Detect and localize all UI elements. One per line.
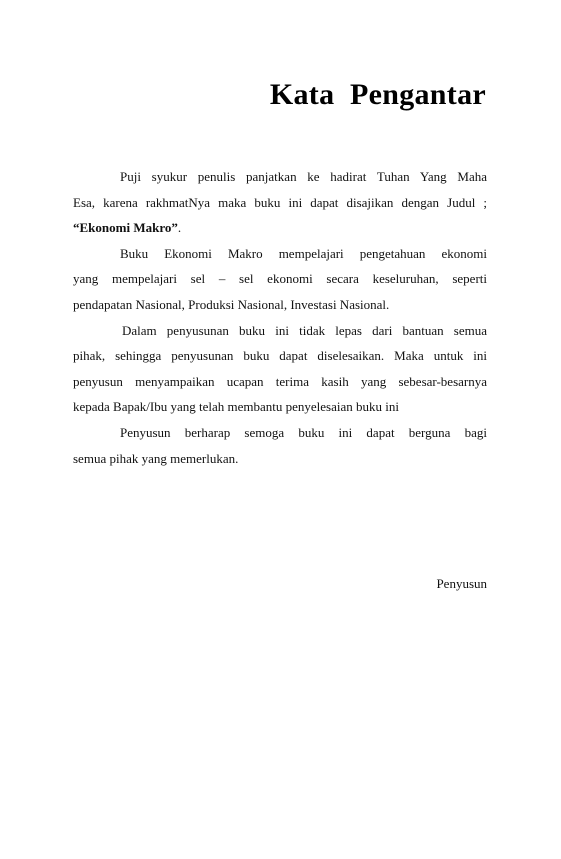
paragraph-opening (73, 164, 487, 241)
paragraph-line: Dalam penyusunan buku ini tidak lepas dari bantuan semua (122, 322, 487, 338)
page-title: Kata Pengantar (269, 78, 486, 111)
paragraph-line: penyusun menyampaikan ucapan terima kasih yang sebesar-besarnya (73, 373, 487, 389)
document-body (73, 164, 487, 471)
paragraph-acknowledgement (73, 318, 487, 420)
paragraph-about-book (73, 241, 487, 318)
author-signature: Penyusun (436, 576, 487, 591)
paragraph-line: Penyusun berharap semoga buku ini dapat berguna bagi (120, 424, 487, 440)
paragraph-line: Esa, karena rakhmatNya maka buku ini dapat disajikan dengan Judul ; (73, 194, 487, 210)
paragraph-line: “Ekonomi Makro”. (73, 220, 182, 236)
paragraph-line: Buku Ekonomi Makro mempelajari pengetahuan ekonomi (120, 245, 487, 261)
paragraph-line: Puji syukur penulis panjatkan ke hadirat Tuhan Yang Maha (120, 169, 487, 184)
paragraph-line: pendapatan Nasional, Produksi Nasional, Investasi Nasional. (73, 296, 390, 312)
paragraph-line: semua pihak yang memerlukan. (73, 450, 239, 466)
paragraph-line: yang mempelajari sel – sel ekonomi secara keseluruhan, seperti (73, 271, 487, 287)
paragraph-line: kepada Bapak/Ibu yang telah membantu penyelesaian buku ini (73, 399, 399, 415)
paragraph-line: pihak, sehingga penyusunan buku dapat diselesaikan. Maka untuk ini (73, 348, 487, 364)
book-title-emphasis: “Ekonomi Makro” (73, 220, 178, 236)
paragraph-closing (73, 420, 487, 471)
